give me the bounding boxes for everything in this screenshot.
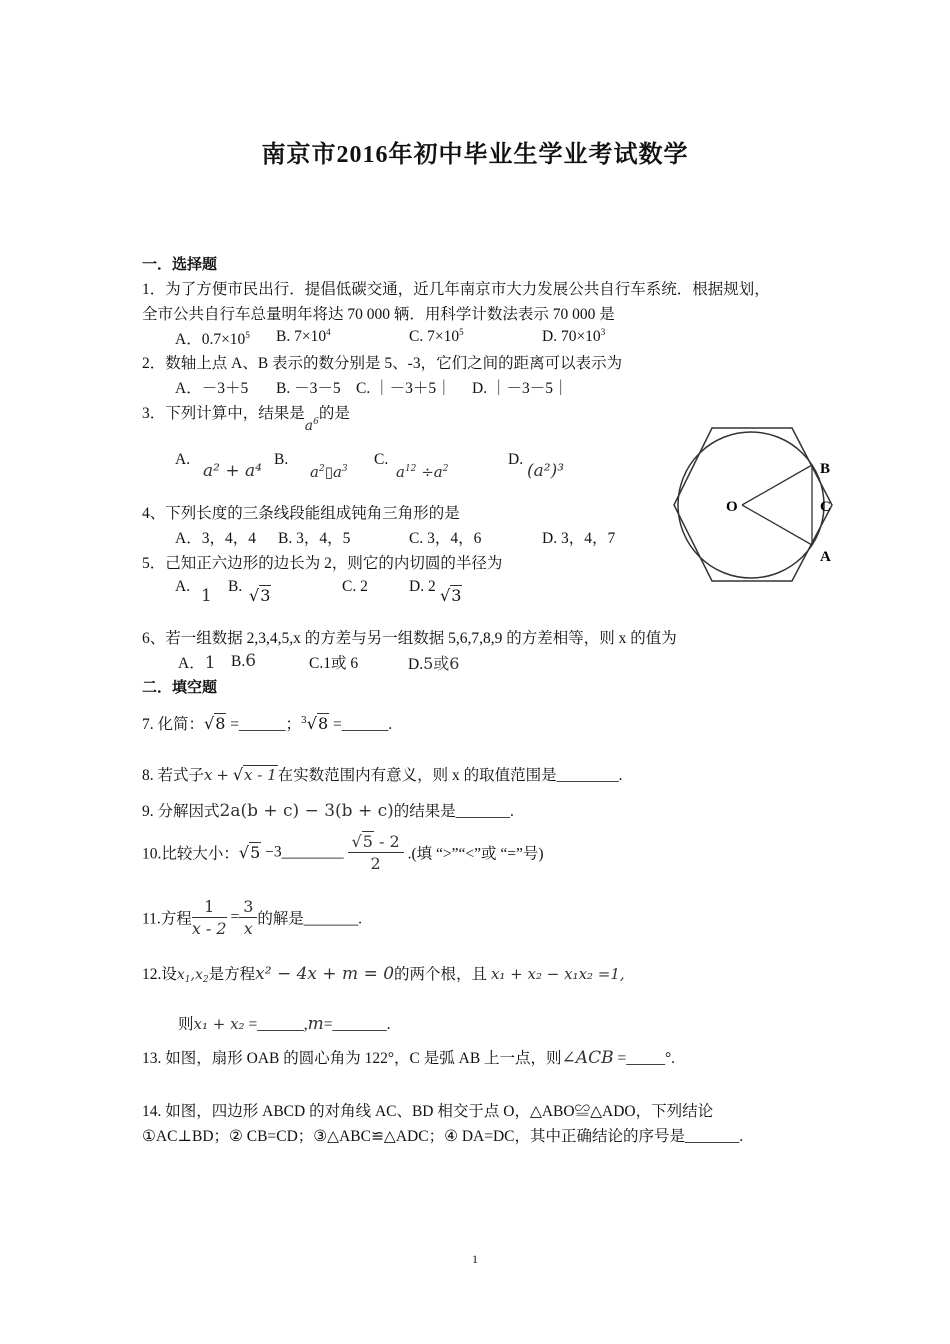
figure-label-a: A	[820, 549, 831, 565]
q5-option-c: C. 2	[342, 578, 368, 595]
q6-option-c: C.1或 6	[309, 655, 359, 672]
q4-option-c: C. 3，4，6	[409, 530, 482, 547]
q10-fraction: $\frac{√5 - 2}{2}$	[348, 832, 404, 873]
figure-label-o: O	[726, 499, 738, 515]
q7-radical-2: $^3$√8	[301, 714, 329, 733]
q12-line2: 则x₁ + x₂ =______,m=_______.	[178, 1014, 391, 1034]
q8-text: 8. 若式子x + √x - 1在实数范围内有意义，则 x 的取值范围是________.	[142, 765, 623, 784]
q5-option-b-label: B.	[228, 578, 243, 595]
q3-option-b-math: $a^2▯a^3$	[310, 463, 348, 481]
q3-option-d-math: (a²)³	[527, 461, 565, 481]
q5-option-a-label: A.	[175, 578, 191, 595]
q5-text: 5．己知正六边形的边长为 2，则它的内切圆的半径为	[142, 555, 503, 572]
q5-option-d-radical: √3	[440, 586, 462, 605]
q1-option-a: A．$0.7\times 10^5$	[175, 330, 250, 348]
figure-label-b: B	[820, 461, 831, 477]
q1-line1: 1．为了方便市民出行．提倡低碳交通，近几年南京市大力发展公共自行车系统．根据规划，	[142, 281, 770, 298]
q1-line2: 全市公共自行车总量明年将达 70 000 辆．用科学计数法表示 70 000 是	[142, 306, 615, 323]
q6-option-a: A．1	[178, 653, 216, 673]
q5-option-b-radical: √3	[249, 586, 271, 605]
q7-radical-1: √8	[204, 714, 226, 733]
q1-option-c: C. $7\times 10^5$	[409, 327, 464, 345]
q13-text: 13. 如图，扇形 OAB 的圆心角为 122°，C 是弧 AB 上一点，则∠ACB =_____°.	[142, 1048, 676, 1068]
q1-option-b: B. $7\times 10^4$	[276, 327, 331, 345]
q5-option-d-label: D. 2	[409, 578, 436, 595]
q4-option-d: D. 3，4，7	[542, 530, 616, 547]
q7-text: 7. 化简：√8 =______；$^3$√8 =______.	[142, 714, 393, 733]
q5-option-a-value: 1	[201, 586, 212, 606]
q11-fraction-left: $\frac{1}{x - 2}$	[191, 897, 227, 938]
q2-option-d: D. ｜－3－5｜	[472, 380, 569, 397]
q3-target-expr: $a^6$	[304, 417, 319, 434]
figure-label-c: C	[820, 499, 831, 515]
q3-option-c-label: C.	[374, 451, 389, 468]
page-title: 南京市2016年初中毕业生学业考试数学	[261, 142, 689, 168]
q2-text: 2．数轴上点 A、B 表示的数分别是 5、-3，它们之间的距离可以表示为	[142, 355, 623, 372]
q8-radical: √x - 1	[232, 765, 277, 784]
q3-option-a-label: A.	[175, 451, 191, 468]
q4-option-a: A．3，4，4	[175, 530, 256, 547]
section-heading-choice: 一．选择题	[142, 257, 218, 273]
q1-option-d: D. $70\times 10^3$	[542, 327, 606, 345]
q10-radical: √5	[238, 843, 261, 862]
q3-option-d-label: D.	[508, 451, 524, 468]
q6-text: 6、若一组数据 2,3,4,5,x 的方差与另一组数据 5,6,7,8,9 的方差相等，则 x 的值为	[142, 630, 677, 647]
q2-option-b: B. －3－5	[276, 380, 341, 397]
q3-option-a-math: a² + a⁴	[203, 461, 262, 481]
hexagon-circle-figure	[670, 423, 840, 593]
q12-line1: 12.设$x_1,x_2$是方程x² − 4x + m = 0的两个根，且 x₁ + x₂ − x₁x₂ =1,	[142, 964, 625, 985]
q6-option-b: B.6	[231, 651, 257, 671]
q11-text: 11.方程 $\frac{1}{x - 2}$ = $\frac{3}{x}$ 的解是_______.	[142, 897, 363, 938]
q2-option-c: C. ｜－3＋5｜	[356, 380, 452, 397]
q10-text: 10.比较大小：√5 −3________ $\frac{√5 - 2}{2}$ .(填 “>”“<”或 “=”号)	[142, 832, 544, 873]
q3-text: 3．下列计算中，结果是$a^6$的是	[142, 405, 350, 434]
q3-option-b-label: B.	[274, 451, 289, 468]
section-heading-fill: 二．填空题	[142, 680, 218, 696]
q2-option-a: A．－3＋5	[175, 380, 249, 397]
q14-line2: ①AC⊥BD；② CB=CD；③△ABC≌△ADC；④ DA=DC，其中正确结论的序号是_______.	[142, 1128, 744, 1145]
q9-text: 9. 分解因式2a(b + c) − 3(b + c)的结果是_______.	[142, 801, 514, 821]
q6-option-d: D.5或6	[408, 654, 460, 673]
q3-option-c-math: $a^{12} \div a^2$	[396, 463, 449, 481]
q4-option-b: B. 3，4，5	[278, 530, 351, 547]
q11-fraction-right: $\frac{3}{x}$	[239, 897, 257, 938]
page-number: 1	[472, 1252, 478, 1266]
q4-text: 4、下列长度的三条线段能组成钝角三角形的是	[142, 505, 460, 522]
q14-line1: 14. 如图，四边形 ABCD 的对角线 AC、BD 相交于点 O，△ABO≌△ADO，下列结论	[142, 1103, 714, 1120]
